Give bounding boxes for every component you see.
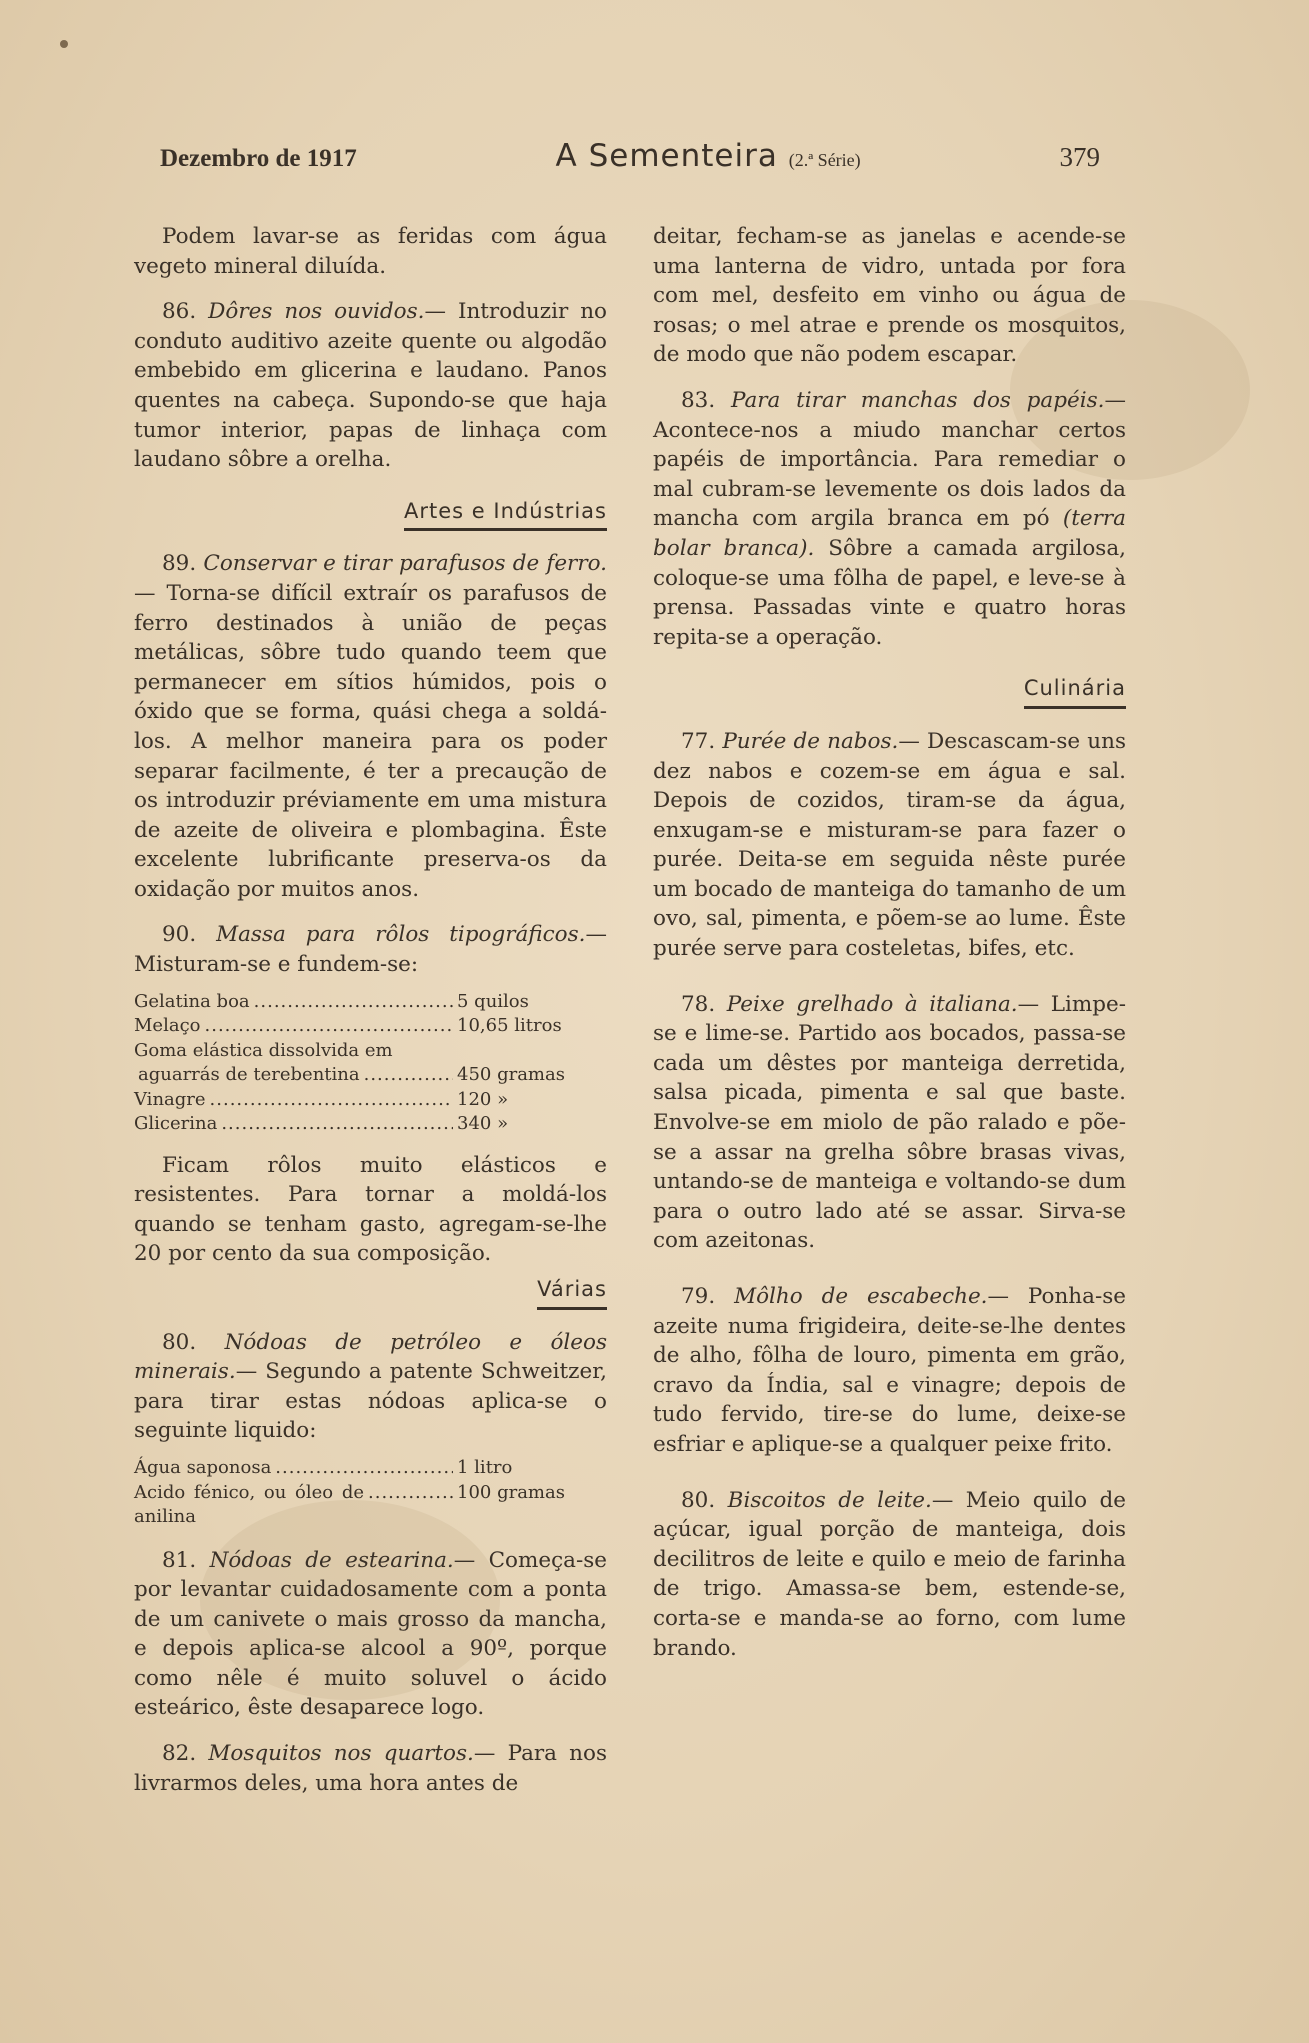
article-number: 90.	[162, 922, 197, 948]
article-77	[653, 727, 1126, 964]
recipe-row	[134, 1088, 607, 1113]
recipe-list-90	[134, 990, 607, 1137]
right-column	[653, 222, 1126, 1663]
section-heading	[134, 497, 607, 532]
journal-series: (2.ª Série)	[788, 150, 861, 170]
article-number: 79.	[681, 1284, 716, 1309]
article-80-right	[653, 1486, 1126, 1664]
leader-dots	[254, 990, 453, 1015]
recipe-row	[134, 1039, 607, 1064]
article-text: — Descascam-se uns dez nabos e cozem-se em água e sal. Depois de cozidos, tiram-se da água, enxugam-se e misturam-se para fazer o purée. Deita-se em seguida nêste purée um bocado de manteiga do tamanho de um ovo, sal, pimenta, e põem-se ao lume. Êste purée serve para costeletas, bifes, etc.	[653, 728, 1126, 962]
article-text: — Introduzir no conduto auditivo azeite quente ou algodão embebido em glicerina e laudano. Panos quentes na cabeça. Supondo-se que haja tumor interior, papas de linhaça com laudano sôbre a orelha.	[134, 299, 607, 473]
article-number: 82.	[162, 1741, 197, 1767]
ingredient-name: Melaço	[134, 1015, 201, 1037]
paragraph: Podem lavar-se as feridas com água vegeto mineral diluída.	[134, 224, 607, 279]
article-title: Môlho de escabeche.	[734, 1284, 988, 1309]
article-82	[134, 1739, 607, 1798]
ingredient-name: Vinagre	[134, 1088, 206, 1110]
article-text: — Meio quilo de açúcar, igual porção de manteiga, dois decilitros de leite e quilo e meio de farinha de trigo. Amassa-se bem, estende-se, corta-se e manda-se ao forno, com lume brando.	[653, 1487, 1126, 1661]
article-title: Para tirar manchas dos papéis.	[730, 387, 1105, 413]
article-title: Massa para rôlos tipográficos.	[216, 922, 586, 948]
ingredient-qty: 1 litro	[457, 1457, 513, 1478]
leader-dots	[210, 1088, 453, 1113]
article-text: — Acontece-nos a miudo manchar certos papéis de importância. Para remediar o mal cubram-se levemente os dois lados da mancha com argila branca em pó	[653, 387, 1126, 532]
article-81	[134, 1546, 607, 1724]
section-title: Várias	[537, 1275, 607, 1310]
article-text: — Torna-se difícil extraír os parafusos de ferro destinados à união de peças metálicas, sôbre tudo quando teem que permanecer em sítios húmidos, pois o óxido que se forma, quási chega a soldá-los. A melhor maneira para os poder separar facilmente, é ter a precaução de os introduzir préviamente em uma mistura de azeite de oliveira e plombagina. Êste excelente lubrificante preserva-os da oxidação por muitos anos.	[134, 580, 607, 902]
ingredient-name: Água saponosa	[134, 1457, 272, 1478]
article-number: 89.	[162, 551, 197, 577]
article-title: Nódoas de estearina.	[209, 1547, 454, 1573]
article-text: — Começa-se por levantar cuidadosamente com a ponta de um canivete o mais grosso da mancha, e depois aplica-se alcool a 90º, porque como nêle é muito soluvel o ácido esteárico, êste desaparece logo.	[134, 1547, 607, 1721]
ingredient-name: aguarrás de terebentina	[138, 1064, 360, 1086]
ingredient-qty: 100 gramas	[457, 1481, 565, 1503]
paragraph: Ficam rôlos muito elásticos e resistentes. Para tornar a moldá-los quando se tenham gasto, agregam-se-lhe 20 por cento da sua composição.	[134, 1152, 607, 1267]
leader-dots	[221, 1112, 453, 1137]
ink-speck	[60, 40, 68, 48]
article-90	[134, 920, 607, 979]
ingredient-qty: 10,65 litros	[457, 1015, 562, 1037]
recipe-row	[134, 1481, 607, 1530]
left-column	[134, 222, 607, 1798]
page-header	[160, 138, 1100, 188]
ingredient-qty: 340 »	[457, 1113, 509, 1135]
article-number: 86.	[162, 299, 197, 325]
article-89	[134, 549, 607, 904]
article-number: 83.	[681, 387, 716, 413]
article-title: Nódoas de petróleo e óleos minerais.	[134, 1329, 607, 1385]
article-83	[653, 386, 1126, 652]
article-title: Peixe grelhado à italiana.	[726, 991, 1018, 1017]
ingredient-name: Goma elástica dissolvida em	[134, 1039, 393, 1061]
recipe-row	[134, 1456, 607, 1481]
article-text: Sôbre a camada argilosa, coloque-se uma fôlha de papel, e leve-se à prensa. Passadas vinte e quatro horas repita-se a operação.	[653, 535, 1126, 650]
article-text: — Segundo a patente Schweitzer, para tirar estas nódoas aplica-se o seguinte liquido:	[134, 1359, 607, 1444]
ingredient-qty: 120 »	[457, 1088, 509, 1110]
article-title: Mosquitos nos quartos.	[208, 1741, 474, 1767]
article-number: 80.	[681, 1487, 716, 1513]
header-date: Dezembro de 1917	[160, 145, 357, 172]
article-text: — Limpe-se e lime-se. Partido aos bocados, passa-se cada um dêstes por manteiga derretida, salsa picada, pimenta e sal que baste. Envolve-se em miolo de pão ralado e põe-se a assar na grelha sôbre brasas vivas, untando-se de manteiga e voltando-se dum para o outro lado até se assar. Sirva-se com azeitonas.	[653, 991, 1126, 1254]
ingredient-qty: 450 gramas	[457, 1064, 565, 1086]
ingredient-name: Acido fénico, ou óleo de anilina	[134, 1481, 364, 1527]
journal-title	[556, 138, 861, 174]
recipe-list-80	[134, 1456, 607, 1530]
recipe-row	[134, 1063, 607, 1088]
leader-dots	[205, 1014, 454, 1039]
article-text: — Ponha-se azeite numa frigideira, deite-se-lhe dentes de alho, fôlha de louro, pimenta em grão, cravo da Índia, sal e vinagre; depois de tudo fervido, tire-se do lume, deixe-se esfriar e aplique-se a qualquer peixe frito.	[653, 1284, 1126, 1457]
article-86	[134, 297, 607, 475]
paragraph: deitar, fecham-se as janelas e acende-se uma lanterna de vidro, untada por fora com mel, desfeito em vinho ou água de rosas; o mel atrae e prende os mosquitos, de modo que não podem escapar.	[653, 224, 1126, 368]
leader-dots	[275, 1456, 453, 1481]
article-text: — Para nos livrarmos deles, uma hora antes de	[134, 1741, 607, 1796]
leader-dots	[368, 1481, 453, 1506]
article-title: Purée de nabos.	[722, 728, 899, 754]
article-text: — Misturam-se e fundem-se:	[134, 922, 607, 978]
section-title: Culinária	[1024, 674, 1126, 709]
article-number: 81.	[162, 1547, 197, 1573]
section-heading	[134, 1275, 607, 1310]
article-number: 77.	[681, 728, 716, 754]
article-title: Biscoitos de leite.	[727, 1487, 932, 1513]
article-title: Dôres nos ouvidos.	[208, 299, 425, 325]
recipe-row	[134, 1014, 607, 1039]
ingredient-name: Glicerina	[134, 1113, 218, 1135]
section-title: Artes e Indústrias	[404, 497, 607, 532]
article-80	[134, 1328, 607, 1446]
article-number: 78.	[681, 991, 716, 1017]
article-italic: (terra bolar branca).	[653, 506, 1126, 561]
article-78	[653, 990, 1126, 1256]
leader-dots	[364, 1063, 453, 1088]
ingredient-qty: 5 quilos	[457, 990, 529, 1012]
ingredient-name: Gelatina boa	[134, 990, 250, 1012]
section-heading	[653, 674, 1126, 709]
recipe-row	[134, 990, 607, 1015]
journal-name: A Sementeira	[555, 138, 778, 174]
article-title: Conservar e tirar parafusos de ferro.	[203, 551, 608, 577]
article-number: 80.	[162, 1329, 197, 1355]
page-number: 379	[1059, 142, 1100, 172]
recipe-row	[134, 1112, 607, 1137]
article-79	[653, 1282, 1126, 1460]
